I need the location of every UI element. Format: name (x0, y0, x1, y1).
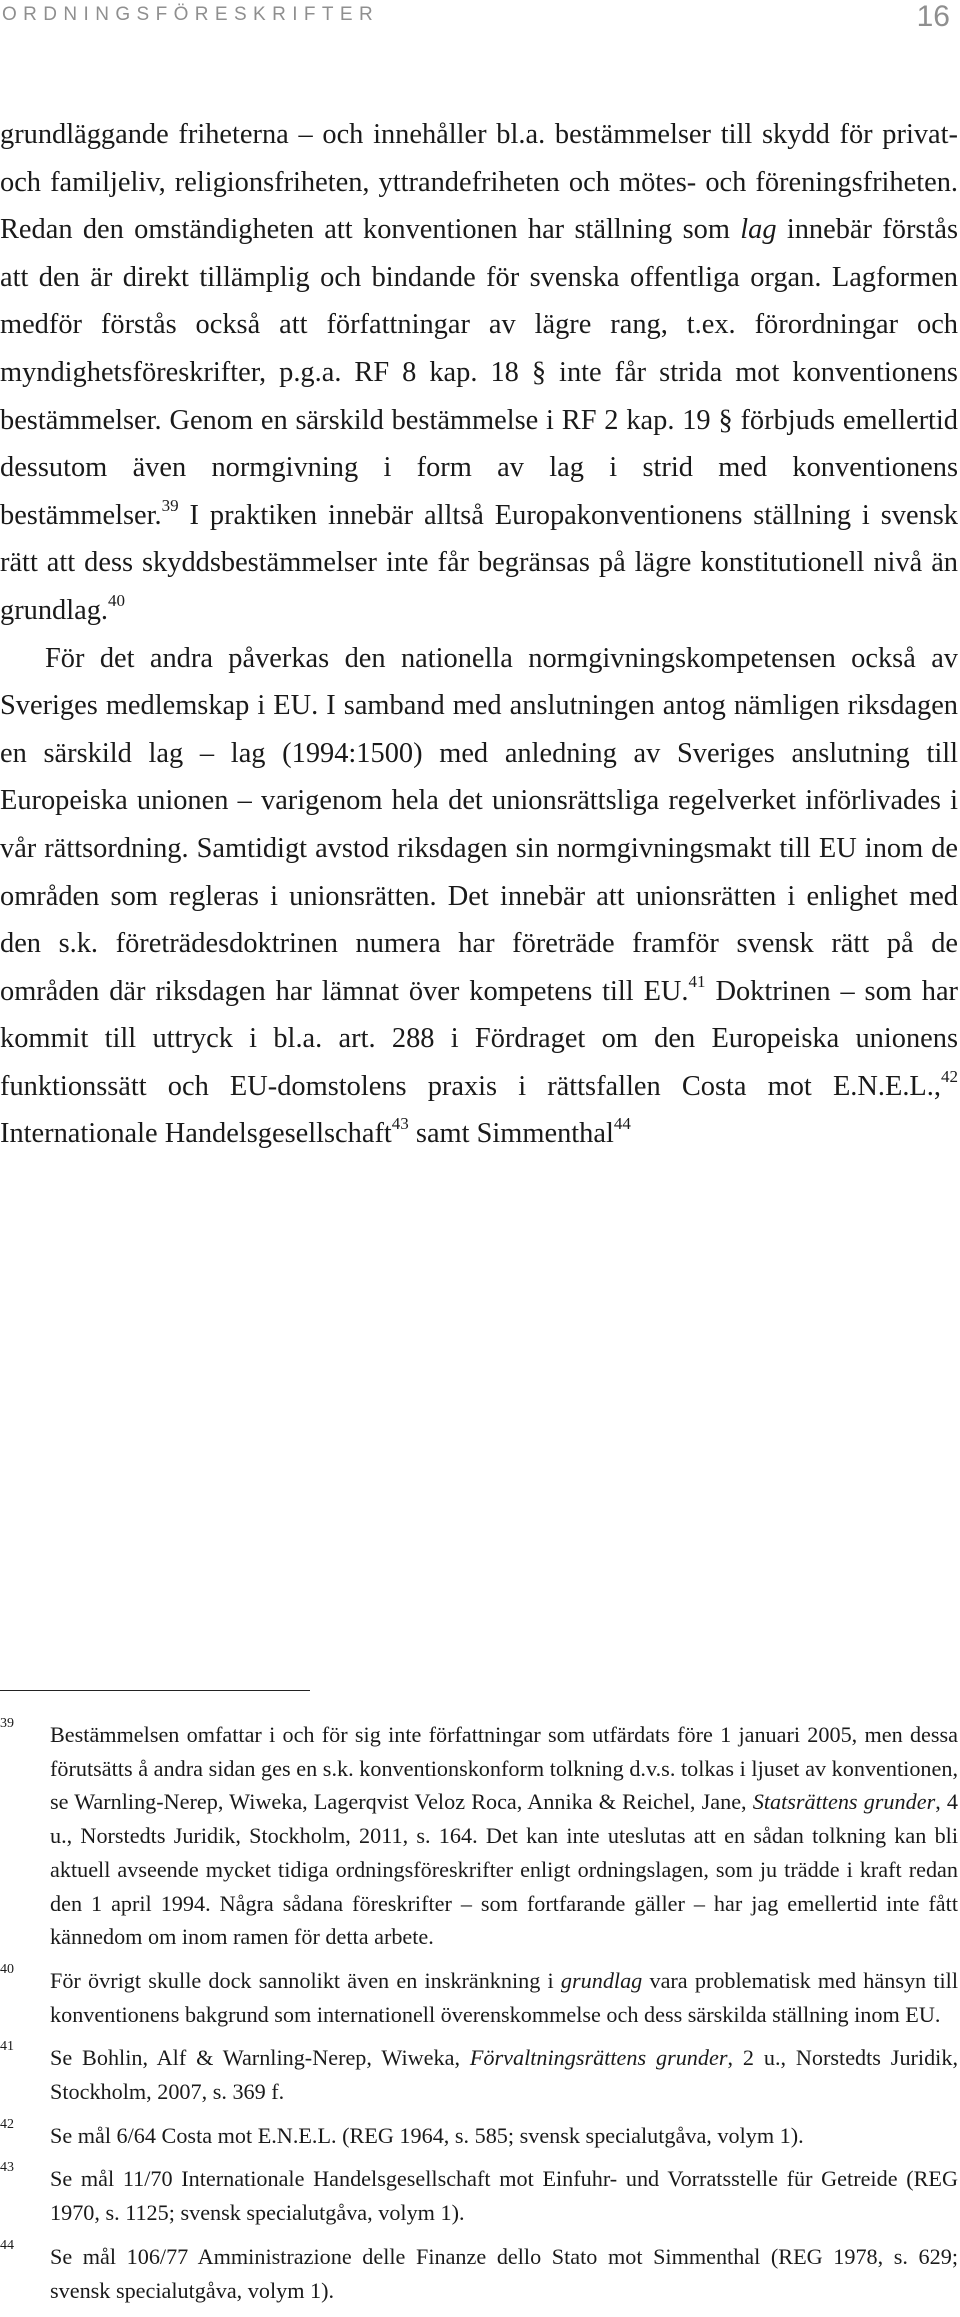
footnote-emphasis: grundlag (560, 1967, 643, 1993)
footnote-text: Se mål 106/77 Amministrazione delle Finanze dello Stato mot Simmenthal (REG 1978, s. 629; svensk specialutgåva, volym 1). (50, 2243, 958, 2303)
footnote-39 (0, 1718, 958, 1954)
footnote-number: 40 (0, 1961, 14, 1977)
paragraph-1 (0, 111, 958, 635)
footnote-ref-41[interactable]: 41 (688, 971, 706, 991)
footnote-42 (0, 2116, 958, 2153)
footnote-text: vara problematisk med hänsyn till konventionens bakgrund som internationell överenskommelse och dess särskilda ställning inom EU. (50, 1967, 958, 2027)
footnote-text: För övrigt skulle dock sannolikt även en inskränkning i (50, 1967, 561, 1993)
footnote-ref-42[interactable]: 42 (940, 1067, 958, 1087)
footnote-text: Se Bohlin, Alf & Warnling-Nerep, Wiweka, (50, 2045, 470, 2071)
paragraph-2-text-a: För det andra påverkas den nationella normgivningskompetensen också av Sveriges medlemskap i EU. I samband med anslutningen antog nämligen riksdagen en särskild lag – lag (1994:1500) med anledning av Sveriges anslutning till Europeiska unionen – varigenom hela det unionsrättsliga regelverket införlivades i vår rättsordning. Samtidigt avstod riksdagen sin normgivningsmakt till EU inom de områden som regleras i unionsrätten. Det innebär att unionsrätten i enlighet med den s.k. företrädesdoktrinen numera har företräde framför svensk rätt på de områden där riksdagen har lämnat över kompetens till EU. (0, 642, 958, 1007)
paragraph-2 (0, 635, 958, 1159)
footnotes (0, 1718, 958, 2317)
footnote-ref-44[interactable]: 44 (613, 1114, 631, 1134)
paragraph-2-text-c: Internationale Handelsgesellschaft (0, 1118, 392, 1150)
footnote-emphasis: Statsrättens grunder (752, 1789, 936, 1815)
paragraph-1-emphasis: lag (740, 214, 777, 246)
footnote-number: 44 (0, 2237, 14, 2253)
footnote-44 (0, 2237, 958, 2307)
page-header (0, 0, 960, 60)
running-title: ORDNINGSFÖRESKRIFTER (2, 4, 380, 25)
footnote-ref-43[interactable]: 43 (391, 1114, 409, 1134)
body-text (0, 111, 958, 1158)
footnote-text: Se mål 11/70 Internationale Handelsgesellschaft mot Einfuhr- und Vorratsstelle für Getreide (REG 1970, s. 1125; svensk specialutgåva, volym 1). (50, 2166, 958, 2226)
footnote-text: , 4 u., Norstedts Juridik, Stockholm, 2011, s. 164. Det kan inte uteslutas att en sådan tolkning kan bli aktuell avseende mycket tidiga ordningsföreskrifter enligt ordningslagen, som ju trädde i kraft redan den 1 april 1994. Några sådana föreskrifter – som fortfarande gäller – har jag emellertid inte fått kännedom om inom ramen för detta arbete. (50, 1789, 959, 1950)
footnote-ref-40[interactable]: 40 (108, 591, 126, 611)
paragraph-2-text-b: Doktrinen – som har kommit till uttryck i bl.a. art. 288 i Fördraget om den Europeiska unionens funktionssätt och EU-domstolens praxis i rättsfallen Costa mot E.N.E.L., (0, 975, 958, 1102)
footnote-text: , 2 u., Norstedts Juridik, Stockholm, 2007, s. 369 f. (50, 2045, 958, 2105)
footnote-number: 42 (0, 2116, 14, 2132)
footnote-number: 43 (0, 2160, 14, 2176)
footnote-emphasis: Förvaltningsrättens grunder (469, 2045, 728, 2071)
footnote-ref-39[interactable]: 39 (161, 495, 179, 515)
paragraph-1-text-c: I praktiken innebär alltså Europakonventionens ställning i svensk rätt att dess skyddsbestämmelser inte får begränsas på lägre konstitutionell nivå än grundlag. (0, 499, 958, 626)
footnote-number: 39 (0, 1716, 14, 1731)
footnote-43 (0, 2162, 958, 2229)
footnote-text: Se mål 6/64 Costa mot E.N.E.L. (REG 1964, s. 585; svensk specialutgåva, volym 1). (50, 2122, 804, 2148)
page-number: 16 (916, 0, 950, 33)
footnote-divider (0, 1690, 310, 1691)
paragraph-1-text-b: innebär förstås att den är direkt tillämplig och bindande för svenska offentliga organ. Lagformen medför förstås också att författningar av lägre rang, t.ex. förordningar och myndighetsföreskrifter, p.g.a. RF 8 kap. 18 § inte får strida mot konventionens bestämmelser. Genom en särskild bestämmelse i RF 2 kap. 19 § förbjuds emellertid dessutom även normgivning i form av lag i strid med konventionens bestämmelser. (0, 214, 958, 531)
footnote-40 (0, 1961, 958, 2031)
paragraph-1-text-a: grundläggande friheterna – och innehåller bl.a. bestämmelser till skydd för privat- och familjeliv, religionsfriheten, yttrandefriheten och mötes- och föreningsfriheten. Redan den omständigheten att konventionen har ställning som (0, 119, 958, 246)
paragraph-2-text-d: samt Simmenthal (408, 1118, 614, 1150)
footnote-number: 41 (0, 2039, 14, 2055)
footnote-text: Bestämmelsen omfattar i och för sig inte författningar som utfärdats före 1 januari 2005, men dessa förutsätts å andra sidan ges en s.k. konventionskonform tolkning d.v.s. tolkas i ljuset av konventionen, se Warnling-Nerep, Wiweka, Lagerqvist Veloz Roca, Annika & Reichel, Jane, (50, 1722, 958, 1815)
footnote-41 (0, 2041, 958, 2108)
